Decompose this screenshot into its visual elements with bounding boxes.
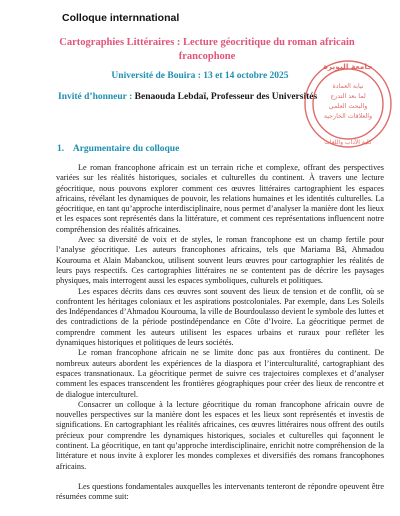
section-title: Argumentaire du colloque: [72, 144, 180, 154]
paragraph: Le roman francophone africain ne se limite donc pas aux frontières du continent. De nombreux auteurs abordent les expériences de la diaspora et l’interculturalité, cartographiant des espaces transnationaux. La géocritique permet de suivre ces trajectoires complexes et d’analyser comment les espaces transcendent les frontières géographiques pour créer des lieux de rencontre et de dialogue interculturel.: [56, 348, 384, 399]
section-heading: [57, 144, 179, 154]
university-stamp: [302, 58, 394, 150]
conference-type-heading: Colloque internnational: [62, 12, 180, 24]
svg-text:لما بعد التدرج: لما بعد التدرج: [330, 93, 366, 100]
svg-text:والعلاقات الخارجية: والعلاقات الخارجية: [323, 113, 373, 120]
paragraph: Avec sa diversité de voix et de styles, le roman francophone est un champ fertile pour l’analyse géocritique. Les auteurs francophones africains, tels que Mariama Bâ, Ahmadou Kourouma et Alain Mabanckou, utilisent souvent leurs œuvres pour cartographier les réalités de leurs pays respectifs. Ces cartographies littéraires ne se contentent pas de décrire les paysages physiques, mais interrogent aussi les espaces symboliques, culturels et politiques.: [56, 235, 384, 286]
svg-text:نيابة العمادة: نيابة العمادة: [332, 83, 364, 90]
guest-name: Benaouda Lebdaï, Professeur des Universités: [134, 92, 318, 102]
paragraph: Le roman francophone africain est un terrain riche et complexe, offrant des perspectives variées sur les réalités historiques, sociales et culturelles du continent. À travers une lecture géocritique, nous pouvons explorer comment ces œuvres littéraires cartographient les espaces africains, révélant les dynamiques de pouvoir, les relations humaines et les identités culturelles. La géocritique, en tant qu’approche interdisciplinaire, nous permet d’analyser la manière dont les lieux et les espaces sont représentés dans la littérature, et comment ces représentations influencent notre compréhension des réalités africaines.: [56, 163, 384, 234]
svg-text:جامعة البويرة: جامعة البويرة: [323, 62, 373, 71]
paragraph: Les espaces décrits dans ces œuvres sont souvent des lieux de tension et de conflit, où se confrontent les héritages coloniaux et les aspirations postcoloniales. Par exemple, dans Les Soleils des Indépendances d’Ahmadou Kourouma, la ville de Bourdoulasso devient le symbole des luttes et des contradictions de la période postindépendance en Côte d’Ivoire. La géocritique permet de comprendre comment les auteurs utilisent les espaces urbains et ruraux pour refléter les dynamiques historiques et politiques de leurs sociétés.: [56, 286, 384, 348]
argument-body: [56, 163, 384, 503]
section-number: 1.: [57, 144, 65, 154]
guest-label: Invité d’honneur :: [58, 92, 133, 102]
svg-text:والبحث العلمي: والبحث العلمي: [328, 103, 368, 110]
conference-date-line: Université de Bouira : 13 et 14 octobre 2025: [111, 71, 289, 81]
conference-title: Cartographies Littéraires : Lecture géocritique du roman africain francophone: [59, 37, 355, 62]
paragraph: Les questions fondamentales auxquelles les intervenants tenteront de répondre opeuvent être résumées comme suit:: [56, 481, 384, 502]
paragraph: Consacrer un colloque à la lecture géocritique du roman francophone africain ouvre de nouvelles perspectives sur la manière dont les espaces et les lieux sont représentés et investis de significations. En cartographiant les réalités africaines, ces œuvres littéraires nous offrent des outils précieux pour comprendre les dynamiques historiques, sociales et culturelles qui façonnent le continent. La géocritique, en tant qu’approche interdisciplinaire, enrichit notre compréhension de la littérature et nous invite à explorer les mondes complexes et diversifiés des romans francophones africains.: [56, 399, 384, 471]
svg-text:كلية الآداب واللغات: كلية الآداب واللغات: [324, 139, 372, 146]
